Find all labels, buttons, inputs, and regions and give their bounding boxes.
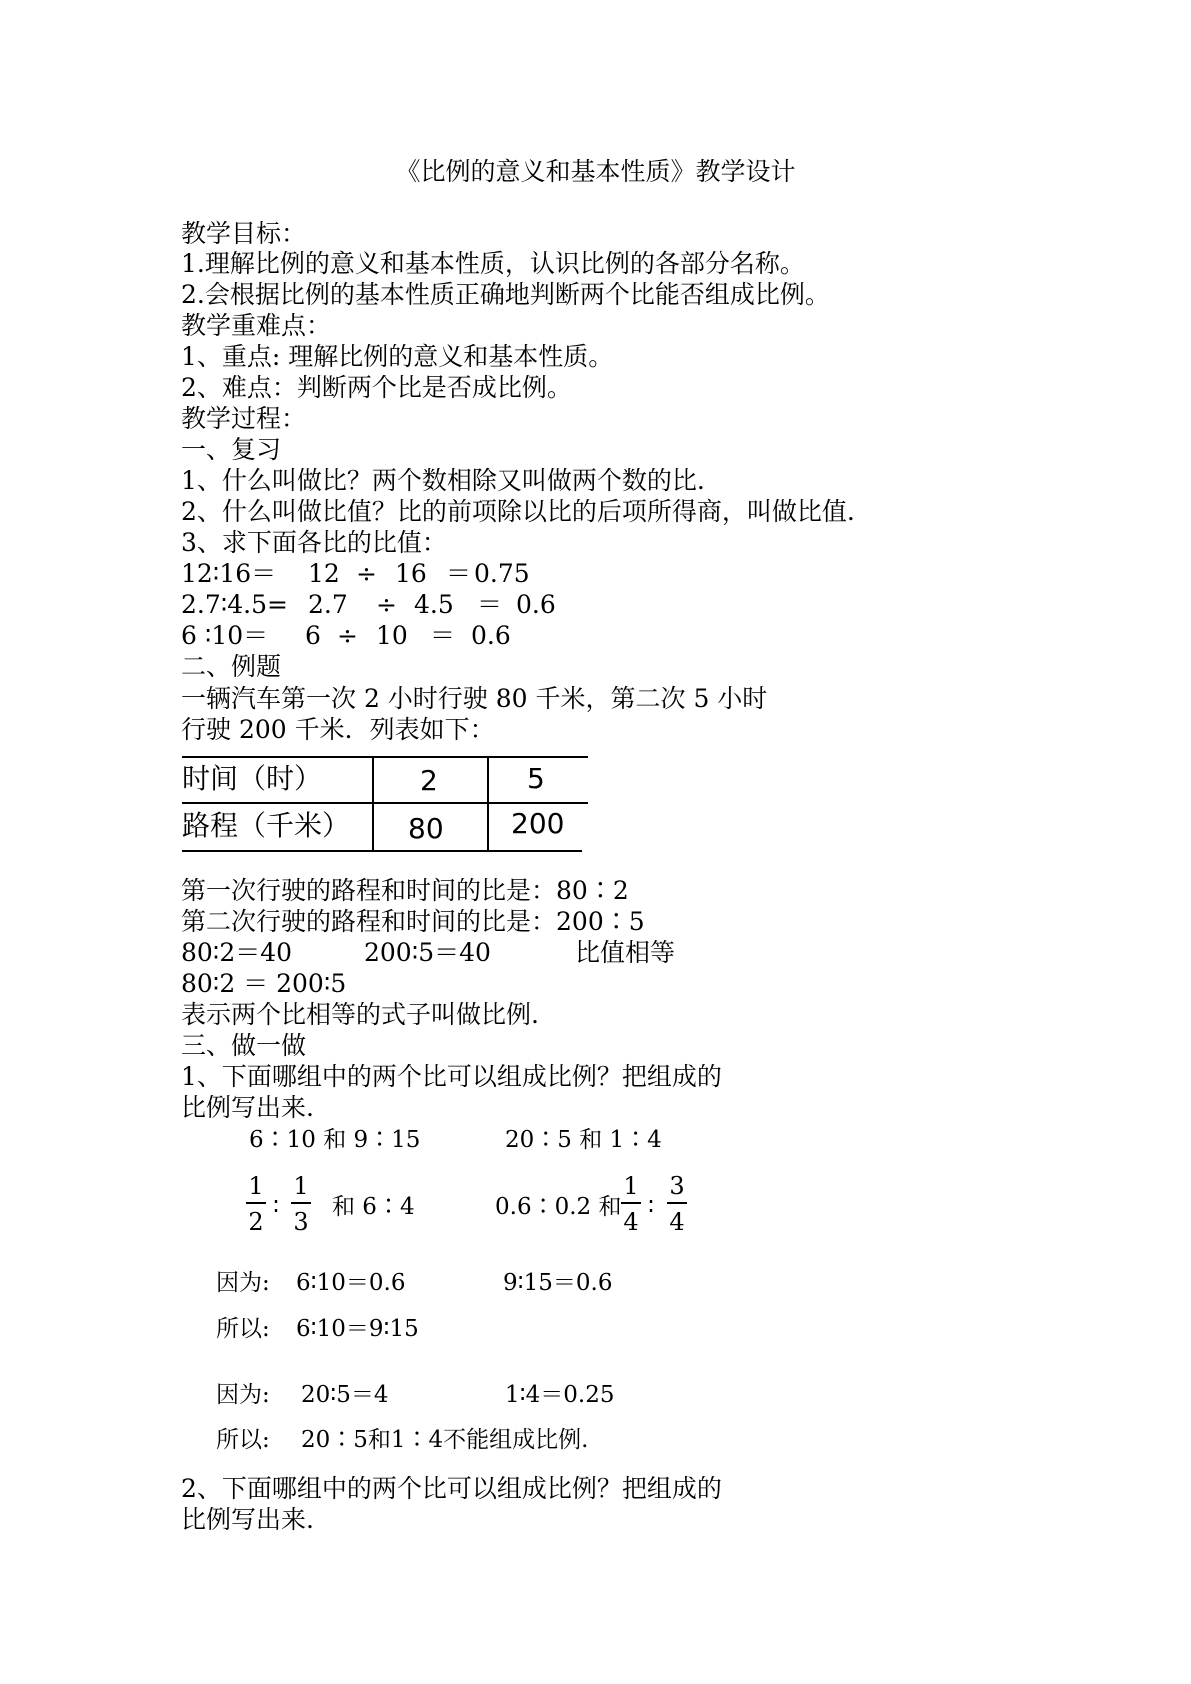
process-heading: 教学过程： [181,404,307,433]
fraction-numerator: 1 [248,1172,264,1200]
key-point-item-1: 1、重点: 理解比例的意义和基本性质。 [181,342,614,371]
practice-question-2-line-1: 2、下面哪组中的两个比可以组成比例？把组成的 [181,1474,722,1503]
equation-equals: ＝ [446,559,472,588]
table-row-label: 时间（时） [182,762,323,795]
compare-second: 200∶5＝40 [364,938,491,967]
because-2-second: 1∶4＝0.25 [505,1382,615,1408]
data-table [182,756,588,852]
practice-group-1: 6∶10 和 9∶15 [249,1127,421,1153]
because-1-second: 9∶15＝0.6 [503,1270,613,1296]
practice-group-2: 20∶5 和 1∶4 [505,1127,662,1153]
objective-item-2: 2.会根据比例的基本性质正确地判断两个比能否组成比例。 [181,280,830,309]
equation-divisor: 4.5 [414,590,454,619]
equation-dividend: 2.7 [308,590,348,619]
equation-operator: ÷ [337,621,358,650]
equation-equals: ＝ [477,590,503,619]
proportion-definition: 表示两个比相等的式子叫做比例. [181,1000,539,1029]
table-row-divider [182,802,588,804]
so-1-conclusion: 6∶10＝9∶15 [296,1316,419,1342]
compare-first: 80∶2＝40 [181,938,293,967]
objective-item-1: 1.理解比例的意义和基本性质，认识比例的各部分名称。 [181,249,805,278]
example-ratio-line-2: 第二次行驶的路程和时间的比是：200∶5 [181,907,645,936]
so-label-1: 所以: [216,1316,270,1342]
fraction-bar [621,1202,641,1204]
practice-question-1-line-1: 1、下面哪组中的两个比可以组成比例？把组成的 [181,1062,722,1091]
practice-group-4-prefix: 0.6∶0.2 和 [495,1194,622,1220]
equation-dividend: 6 [305,621,321,650]
practice-question-1-line-2: 比例写出来. [181,1093,314,1122]
key-point-item-2: 2、难点：判断两个比是否成比例。 [181,373,572,402]
table-border-top [182,756,588,758]
equation-operator: ÷ [376,590,397,619]
table-cell: 5 [527,762,545,795]
because-2-first: 20∶5＝4 [301,1382,389,1408]
because-label-1: 因为: [216,1270,270,1296]
key-points-heading: 教学重难点： [181,311,332,340]
table-column-divider [372,756,374,852]
table-cell: 2 [420,764,438,797]
fraction [665,1172,689,1236]
practice-question-2-line-2: 比例写出来. [181,1505,314,1534]
table-cell: 200 [511,807,565,840]
practice-group-3-rest: 和 6∶4 [332,1194,415,1220]
fraction-numerator: 1 [623,1172,639,1200]
fraction-denominator: 3 [293,1208,309,1236]
equation-dividend: 12 [308,559,340,588]
fraction-denominator: 4 [669,1208,685,1236]
so-2-conclusion: 20∶5和1∶4不能组成比例. [301,1427,589,1453]
review-question-3: 3、求下面各比的比值： [181,528,447,557]
example-equality: 80∶2 ＝ 200∶5 [181,969,347,998]
practice-heading: 三、做一做 [181,1031,307,1060]
equation-equals: ＝ [430,621,456,650]
fraction-denominator: 4 [623,1208,639,1236]
fraction [289,1172,313,1236]
equation-ratio: 6 ∶10＝ [181,621,269,650]
fraction-numerator: 3 [669,1172,685,1200]
fraction [619,1172,643,1236]
example-heading: 二、例题 [181,652,282,681]
table-row-label: 路程（千米） [182,809,351,842]
equation-result: 0.6 [471,621,511,650]
fraction-numerator: 1 [293,1172,309,1200]
review-question-1: 1、什么叫做比？两个数相除又叫做两个数的比. [181,466,705,495]
equation-ratio: 12∶16＝ [181,559,277,588]
review-heading: 一、复习 [181,435,282,464]
equation-divisor: 16 [395,559,427,588]
example-text-line-1: 一辆汽车第一次 2 小时行驶 80 千米，第二次 5 小时 [181,684,768,713]
compare-note: 比值相等 [575,938,676,967]
because-1-first: 6∶10＝0.6 [296,1270,406,1296]
because-label-2: 因为: [216,1382,270,1408]
review-question-2: 2、什么叫做比值？比的前项除以比的后项所得商，叫做比值. [181,497,855,526]
equation-result: 0.6 [516,590,556,619]
table-column-divider [487,756,489,852]
equation-result: 0.75 [474,559,530,588]
fraction [244,1172,268,1236]
fraction-bar [246,1202,266,1204]
equation-divisor: 10 [376,621,408,650]
example-text-line-2: 行驶 200 千米．列表如下： [181,715,495,744]
fraction-denominator: 2 [248,1208,264,1236]
equation-ratio: 2.7∶4.5= [181,590,288,619]
document-title: 《比例的意义和基本性质》教学设计 [395,157,796,186]
ratio-colon: ∶ [273,1194,279,1220]
so-label-2: 所以: [216,1427,270,1453]
ratio-colon: ∶ [648,1194,654,1220]
fraction-bar [667,1202,687,1204]
equation-operator: ÷ [356,559,377,588]
table-border-bottom [182,850,582,852]
table-cell: 80 [408,812,444,845]
objectives-heading: 教学目标： [181,219,307,248]
example-ratio-line-1: 第一次行驶的路程和时间的比是：80∶2 [181,876,629,905]
fraction-bar [291,1202,311,1204]
